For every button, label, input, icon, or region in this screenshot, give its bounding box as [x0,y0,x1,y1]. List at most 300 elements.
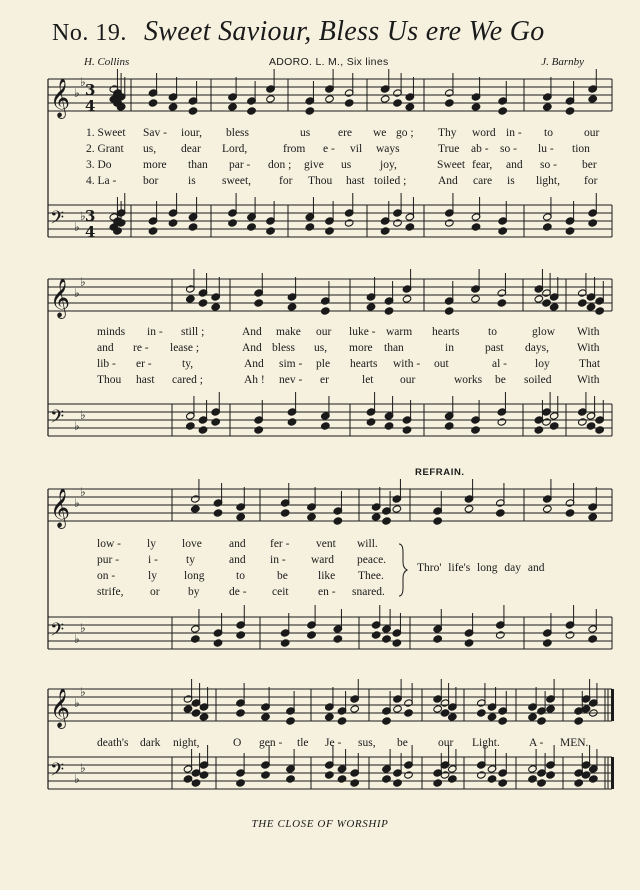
lyric-word: still ; [181,326,205,338]
notehead [595,307,605,315]
notehead [477,771,487,779]
notehead [433,517,443,525]
lyric-word: care [473,175,493,187]
notehead [586,303,596,311]
notehead [371,631,381,639]
lyric-word: us [300,127,311,139]
notehead [402,295,412,303]
lyric-word: And [438,175,458,187]
composer-credit: J. Barnby [541,56,584,68]
notehead [487,713,497,721]
lyric-word: With [577,374,600,386]
lyric-word: dear [181,143,201,155]
lyric-word: strife, [97,586,124,598]
lyric-word: like [318,570,336,582]
time-signature: 4 [85,223,96,241]
notehead [236,779,246,787]
lyric-word: or [150,586,160,598]
notehead [191,505,201,513]
notehead [191,709,201,717]
flat-icon: ♭ [74,220,80,234]
lyric-word: That [579,358,601,370]
lyric-word: de - [229,586,247,598]
notehead [382,635,392,643]
lyric-word: ways [376,143,400,155]
notehead [534,426,544,434]
flat-icon: ♭ [74,632,80,646]
notehead [307,513,317,521]
notehead [393,99,403,107]
notehead [325,771,335,779]
lyric-word: True [438,143,460,155]
verse-1-line [0,326,640,340]
lyric-word: us, [143,143,157,155]
lyric-word: Sav - [143,127,167,139]
tune-name: ADORO. L. M., Six lines [269,56,389,68]
lyric-word: so - [540,159,557,171]
lyric-word: Thy [438,127,457,139]
lyric-word: make [276,326,301,338]
lyric-word: us, [314,342,328,354]
notehead [549,303,559,311]
lyric-word: dark [140,737,161,749]
lyric-word: e - [323,143,335,155]
notehead [247,107,257,115]
verse-4-line [0,374,640,388]
notehead [350,705,360,713]
lyric-word: death's [97,737,129,749]
lyric-word: A - [529,737,544,749]
lyric-word: ber [582,159,597,171]
lyric-word: gen - [259,737,283,749]
time-signature: 4 [85,97,96,115]
notehead [393,219,403,227]
notehead [188,107,198,115]
notehead [236,513,246,521]
notehead [213,639,223,647]
lyric-word: ly [147,538,156,550]
notehead [366,303,376,311]
notehead [337,717,347,725]
notehead [247,223,257,231]
lyric-word: MEN. [560,737,589,749]
lyric-word: glow [532,326,555,338]
notehead [537,779,547,787]
lyric-word: peace. [357,554,387,566]
lyric-word: bless [272,342,295,354]
notehead [266,227,276,235]
verse-2-line [0,143,640,157]
lyric-word: ward [311,554,334,566]
lyric-word: vent [316,538,336,550]
lyric-word: minds [97,326,126,338]
notehead [287,303,297,311]
notehead [148,227,158,235]
notehead [261,771,271,779]
hymn-title: Sweet Saviour, Bless Us ere We Go [144,16,545,47]
lyric-word: our [400,374,416,386]
verse-3-line [0,159,640,173]
notehead [497,418,507,426]
lyric-word: more [143,159,167,171]
lyric-word: nev - [279,374,303,386]
lyric-word: al - [492,358,508,370]
lyric-word: in - [506,127,522,139]
notehead [321,307,331,315]
lyric-word: 3. Do [86,159,112,171]
notehead [199,713,209,721]
notehead [537,717,547,725]
lyric-word: long [184,570,205,582]
treble-clef-icon: 𝄞 [50,78,71,118]
notehead [307,631,317,639]
notehead [445,99,455,107]
lyric-word: warm [386,326,413,338]
lyric-word: with - [393,358,421,370]
flat-icon: ♭ [80,275,86,289]
lyric-word: and [229,538,246,550]
verse-3-line [0,358,640,372]
notehead [148,99,158,107]
lyric-word: will. [357,538,378,550]
notehead [464,505,474,513]
lyric-word: works [454,374,483,386]
lyric-word: is [507,175,515,187]
notehead [534,295,544,303]
lyric-word: low - [97,538,121,550]
notehead [236,631,246,639]
lyric-word: and [506,159,523,171]
notehead [578,299,588,307]
lyric-word: bor [143,175,159,187]
notehead [405,103,415,111]
lyric-word: 4. La - [86,175,117,187]
notehead [183,775,193,783]
lyric-word: sim - [279,358,303,370]
notehead [471,426,481,434]
notehead [405,223,415,231]
lyric-word: lease ; [170,342,200,354]
lyric-word: Ah ! [244,374,265,386]
notehead [198,426,208,434]
lyric-word: ty [186,554,195,566]
author-credit: H. Collins [84,56,130,68]
notehead [384,307,394,315]
notehead [487,775,497,783]
lyric-word: go ; [396,127,414,139]
notehead [542,299,552,307]
notehead [444,422,454,430]
notehead [261,713,271,721]
lyric-word: Thou [97,374,122,386]
notehead [188,223,198,231]
lyric-word: word [472,127,496,139]
notehead [402,426,412,434]
notehead [305,223,315,231]
notehead [280,509,290,517]
notehead [404,709,414,717]
lyric-word: joy, [380,159,397,171]
verse-1-line [0,127,640,141]
notehead [586,422,596,430]
lyric-word: give [304,159,324,171]
flat-icon: ♭ [80,209,86,223]
hymn-number: No. 19. [52,20,127,46]
flat-icon: ♭ [80,408,86,422]
notehead [384,422,394,430]
lyric-word: light, [536,175,560,187]
notehead [393,779,403,787]
notehead [286,775,296,783]
lyric-word: ab - [471,143,489,155]
lyric-word: Sweet [437,159,466,171]
notehead [286,717,296,725]
notehead [433,779,443,787]
lyric-word: and [97,342,114,354]
notehead [325,95,335,103]
notehead [471,103,481,111]
lyric-word: to [236,570,245,582]
notehead [198,299,208,307]
lyric-word: for [584,175,598,187]
flat-icon: ♭ [74,86,80,100]
lyric-word: so - [500,143,517,155]
flat-icon: ♭ [80,621,86,635]
lyric-word: more [349,342,373,354]
lyric-word: er - [136,358,152,370]
notehead [565,107,575,115]
verse-2-line [0,342,640,356]
lyric-word: ere [338,127,353,139]
lyric-word: ty, [182,358,194,370]
notehead [321,422,331,430]
lyric-word: we [373,127,387,139]
refrain-label: REFRAIN. [415,467,465,478]
notehead [228,103,238,111]
notehead [350,779,360,787]
notehead [228,219,238,227]
time-signature: 3 [85,81,96,99]
notehead [211,418,221,426]
notehead [186,295,196,303]
notehead [305,107,315,115]
lyric-word: night, [173,737,200,749]
lyric-word: re - [133,342,149,354]
lyric-word: Thee. [358,570,384,582]
notehead [543,505,553,513]
lyric-word: i - [148,554,158,566]
lyric-word: days, [525,342,549,354]
lyric-word: With [577,342,600,354]
lyric-word: hast [346,175,365,187]
flat-icon: ♭ [74,772,80,786]
notehead [549,422,559,430]
notehead [287,418,297,426]
lyric-word: hearts [350,358,378,370]
lyric-word: With [577,326,600,338]
lyric-word: love [182,538,202,550]
lyric-word: be [397,737,408,749]
notehead [392,639,402,647]
verse-1-line [0,538,640,552]
notehead [565,631,575,639]
lyric-word: iour, [181,127,202,139]
notehead [199,771,209,779]
final-barline [611,757,614,789]
lyric-word: Je - [325,737,342,749]
notehead [191,779,201,787]
notehead [211,303,221,311]
notehead [498,227,508,235]
lyric-word: snared. [352,586,385,598]
lyric-word: en - [318,586,336,598]
flat-icon: ♭ [74,419,80,433]
lyric-word: And [244,358,264,370]
notehead [498,779,508,787]
notehead [588,219,598,227]
lyric-word: be [277,570,288,582]
lyric-word: in - [147,326,163,338]
flat-icon: ♭ [74,696,80,710]
notehead [333,635,343,643]
notehead [588,513,598,521]
lyric-word: bless [226,127,249,139]
lyric-word: ly [148,570,157,582]
notehead [444,307,454,315]
lyric-word: our [316,326,332,338]
notehead [588,635,598,643]
lyric-word: than [188,159,208,171]
lyric-word: hearts [432,326,460,338]
notehead [404,771,414,779]
notehead [471,223,481,231]
lyric-word: tion [572,143,590,155]
flat-icon: ♭ [74,286,80,300]
notehead [543,103,553,111]
final-barline [611,689,614,721]
notehead [497,299,507,307]
notehead [337,775,347,783]
lyric-word: on - [97,570,116,582]
notehead [496,631,506,639]
lyric-word: And [242,342,262,354]
notehead [498,717,508,725]
lyric-word: lib - [97,358,116,370]
flat-icon: ♭ [80,485,86,499]
lyric-word: by [188,586,200,598]
notehead [471,295,481,303]
notehead [382,775,392,783]
lyric-word: than [384,342,404,354]
lyric-word: past [485,342,504,354]
lyric-word: tle [297,737,309,749]
lyric-word: loy [535,358,550,370]
notehead [546,771,556,779]
notehead [280,639,290,647]
notehead [325,227,335,235]
verse-4-line [0,586,640,600]
lyric-word: don ; [268,159,292,171]
notehead [333,517,343,525]
time-signature: 3 [85,207,96,225]
lyric-word: Thou [308,175,333,187]
notehead [325,713,335,721]
notehead [382,717,392,725]
notehead [168,219,178,227]
lyric-word: to [544,127,553,139]
lyric-word: our [584,127,600,139]
lyric-word: and [229,554,246,566]
notehead [543,223,553,231]
notehead [168,103,178,111]
notehead [380,227,390,235]
lyric-word: hast [136,374,155,386]
notehead [366,418,376,426]
lyric-word: soiled [524,374,552,386]
lyric-word: sus, [358,737,376,749]
flat-icon: ♭ [80,685,86,699]
lyric-word: O [233,737,242,749]
notehead [254,299,264,307]
lyric-word: to [488,326,497,338]
notehead [344,219,354,227]
lyric-word: ceit [272,586,289,598]
lyric-word: in [445,342,454,354]
bass-clef-icon: 𝄢 [50,208,65,233]
notehead [477,709,487,717]
lyric-word: 1. Sweet [86,127,126,139]
lyric-word: in - [270,554,286,566]
bass-clef-icon: 𝄢 [50,760,65,785]
notehead [565,227,575,235]
notehead [574,779,584,787]
notehead [595,426,605,434]
notehead [464,639,474,647]
lyric-word: And [242,326,262,338]
lyric-word: sweet, [222,175,252,187]
notehead [528,713,538,721]
notehead [186,422,196,430]
notehead [445,219,455,227]
notehead [565,509,575,517]
notehead [254,426,264,434]
notehead [344,99,354,107]
lyric-word: out [434,358,449,370]
section-footer: THE CLOSE OF WORSHIP [251,818,389,830]
notehead [393,705,403,713]
notehead [183,705,193,713]
lyric-word: is [188,175,196,187]
lyric-word: luke - [349,326,376,338]
lyric-word: vil [350,143,363,155]
treble-clef-icon: 𝄞 [50,488,71,528]
lyric-word: be [495,374,506,386]
notehead [266,95,276,103]
lyric-word: cared ; [172,374,203,386]
lyric-word: Light. [472,737,500,749]
notehead [498,107,508,115]
lyric-word: our [438,737,454,749]
lyric-word: pur - [97,554,120,566]
bass-clef-icon: 𝄢 [50,407,65,432]
lyric-word: toiled ; [374,175,407,187]
notehead [588,95,598,103]
notehead [371,513,381,521]
treble-clef-icon: 𝄞 [50,688,71,728]
lyric-word: 2. Grant [86,143,124,155]
lyric-word: par - [229,159,251,171]
lyric-word: fear, [472,159,493,171]
